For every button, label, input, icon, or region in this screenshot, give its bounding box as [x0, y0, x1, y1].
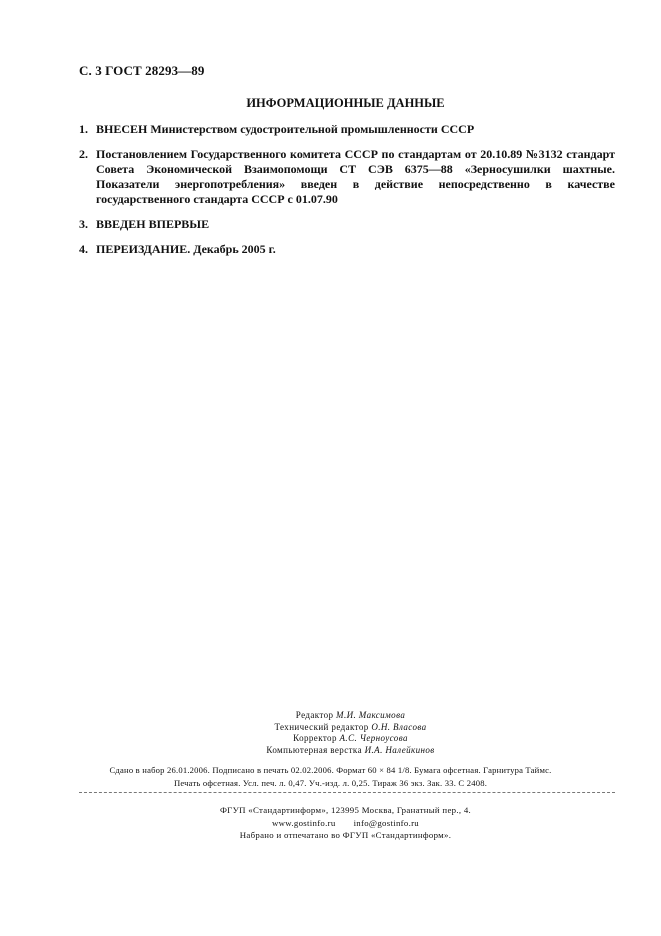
list-item: [79, 242, 615, 257]
list-item: [79, 122, 615, 137]
publisher-site: www.gostinfo.ru: [272, 817, 336, 828]
publisher-email: info@gostinfo.ru: [353, 817, 419, 828]
publisher-info: [0, 804, 661, 842]
item-number: 4.: [79, 242, 88, 256]
item-text: ВНЕСЕН Министерством судостроительной промышленности СССР: [96, 122, 475, 136]
pubinfo-line: Печать офсетная. Усл. печ. л. 0,47. Уч.-изд. л. 0,25. Тираж 36 экз. Зак. 33. С 2408.: [173, 777, 488, 788]
credit-line: [40, 710, 661, 722]
item-number: 1.: [79, 122, 88, 136]
item-number: 2.: [79, 147, 88, 161]
credit-role: Компьютерная верстка: [266, 744, 362, 755]
list-item: [79, 217, 615, 232]
credit-line: [40, 745, 661, 757]
publisher-address: ФГУП «Стандартинформ», 123995 Москва, Гранатный пер., 4.: [219, 805, 472, 815]
item-number: 3.: [79, 217, 88, 231]
item-text: Постановлением Государственного комитета СССР по стандартам от 20.10.89 №3132 стандарт Совета Экономической Взаимопомощи СТ СЭВ 6375—88 «Зерносушилки шахтные. Показатели энергопотребления» введен в действие непосредственно в качестве государственного стандарта СССР с 01.07.90: [96, 147, 615, 206]
publication-info: [0, 764, 661, 789]
credits-block: [0, 710, 661, 756]
credit-name: М.И. Максимова: [336, 710, 406, 720]
credit-name: И.А. Налейкинов: [364, 744, 435, 755]
page-header: С. 3 ГОСТ 28293—89: [79, 63, 205, 78]
item-text: ПЕРЕИЗДАНИЕ. Декабрь 2005 г.: [96, 242, 276, 256]
publisher-contacts: [30, 817, 661, 830]
credit-line: [40, 733, 661, 745]
credit-role: Корректор: [293, 733, 337, 744]
credit-name: А.С. Черноусова: [339, 733, 408, 744]
list-item: [79, 147, 615, 207]
publisher-note: Набрано и отпечатано во ФГУП «Стандартинформ».: [239, 830, 452, 840]
section-title: ИНФОРМАЦИОННЫЕ ДАННЫЕ: [246, 96, 445, 110]
credit-name: О.Н. Власова: [371, 721, 427, 732]
divider: [79, 792, 615, 793]
credit-role: Редактор: [295, 710, 334, 720]
pubinfo-line: Сдано в набор 26.01.2006. Подписано в печать 02.02.2006. Формат 60 × 84 1/8. Бумага офсетная. Гарнитура Таймс.: [109, 765, 552, 775]
credit-line: [40, 722, 661, 734]
credit-role: Технический редактор: [274, 721, 369, 732]
item-text: ВВЕДЕН ВПЕРВЫЕ: [96, 217, 210, 231]
info-list: [79, 122, 615, 267]
